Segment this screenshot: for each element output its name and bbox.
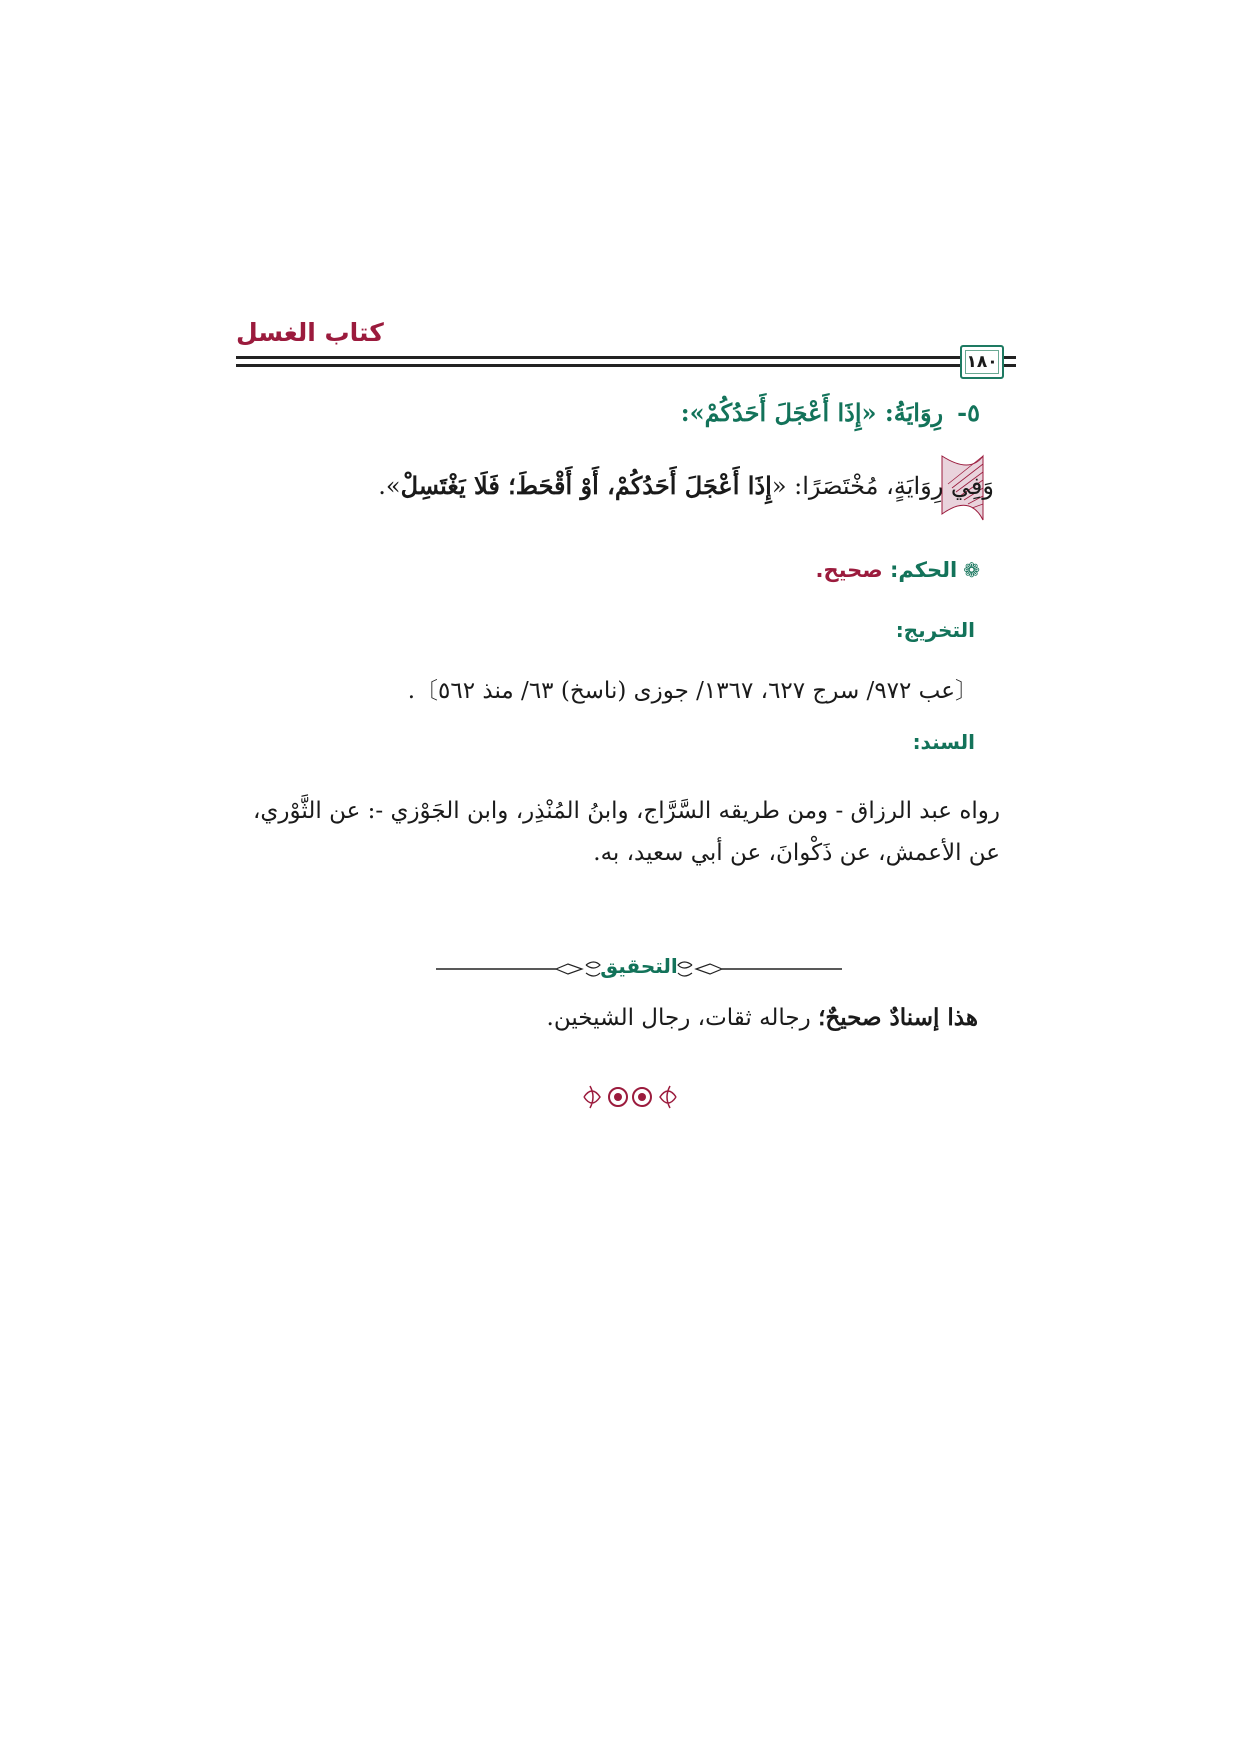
takhrij-text: 〔عب ٩٧٢/ سرج ٦٢٧، ١٣٦٧/ جوزى (ناسخ) ٦٣/ منذ ٥٦٢〕. <box>407 678 978 704</box>
section-heading <box>681 398 980 427</box>
header-rule-bottom <box>236 364 1006 367</box>
verdict-line <box>547 1004 978 1031</box>
running-head-title: كتاب الغسل <box>236 318 384 347</box>
quote-intro: وَفِي رِوَايَةٍ، مُخْتَصَرًا: « <box>771 472 994 500</box>
end-ornament-icon <box>580 1080 680 1114</box>
ruling-line <box>816 558 981 582</box>
narration-quote <box>234 468 994 504</box>
quote-bold: إِذَا أَعْجَلَ أَحَدُكُمْ، أَوْ أَقْحَطَ؛ فَلَا يَغْتَسِلْ <box>400 471 772 500</box>
verdict-bold: هذا إسنادٌ صحيحٌ؛ <box>818 1004 978 1031</box>
ruling-value: صحيح. <box>815 558 883 582</box>
ruling-label: الحكم: <box>889 558 958 582</box>
sanad-heading: السند: <box>912 730 975 754</box>
takhrij-heading: التخريج: <box>895 618 975 642</box>
page-number: ١٨٠ <box>966 352 998 372</box>
verdict-rest: رجاله ثقات، رجال الشيخين. <box>546 1005 819 1031</box>
header-rule-top <box>236 356 1006 359</box>
rosette-icon: ❁ <box>963 558 980 582</box>
sanad-text: رواه عبد الرزاق - ومن طريقه السَّرَّاج، وابنُ المُنْذِر، وابن الجَوْزي -: عن الثَّوْري، عن الأعمش، عن ذَكْوانَ، عن أبي سعيد، به. <box>253 798 1000 866</box>
page-number-frame <box>960 345 1004 379</box>
tahqiq-divider <box>436 954 842 984</box>
section-number: ٥- <box>957 398 980 427</box>
tahqiq-heading: التحقيق <box>600 954 678 978</box>
section-title: رِوَايَةُ: «إِذَا أَعْجَلَ أَحَدُكُمْ»: <box>680 398 944 427</box>
quote-outro: ». <box>378 472 401 500</box>
